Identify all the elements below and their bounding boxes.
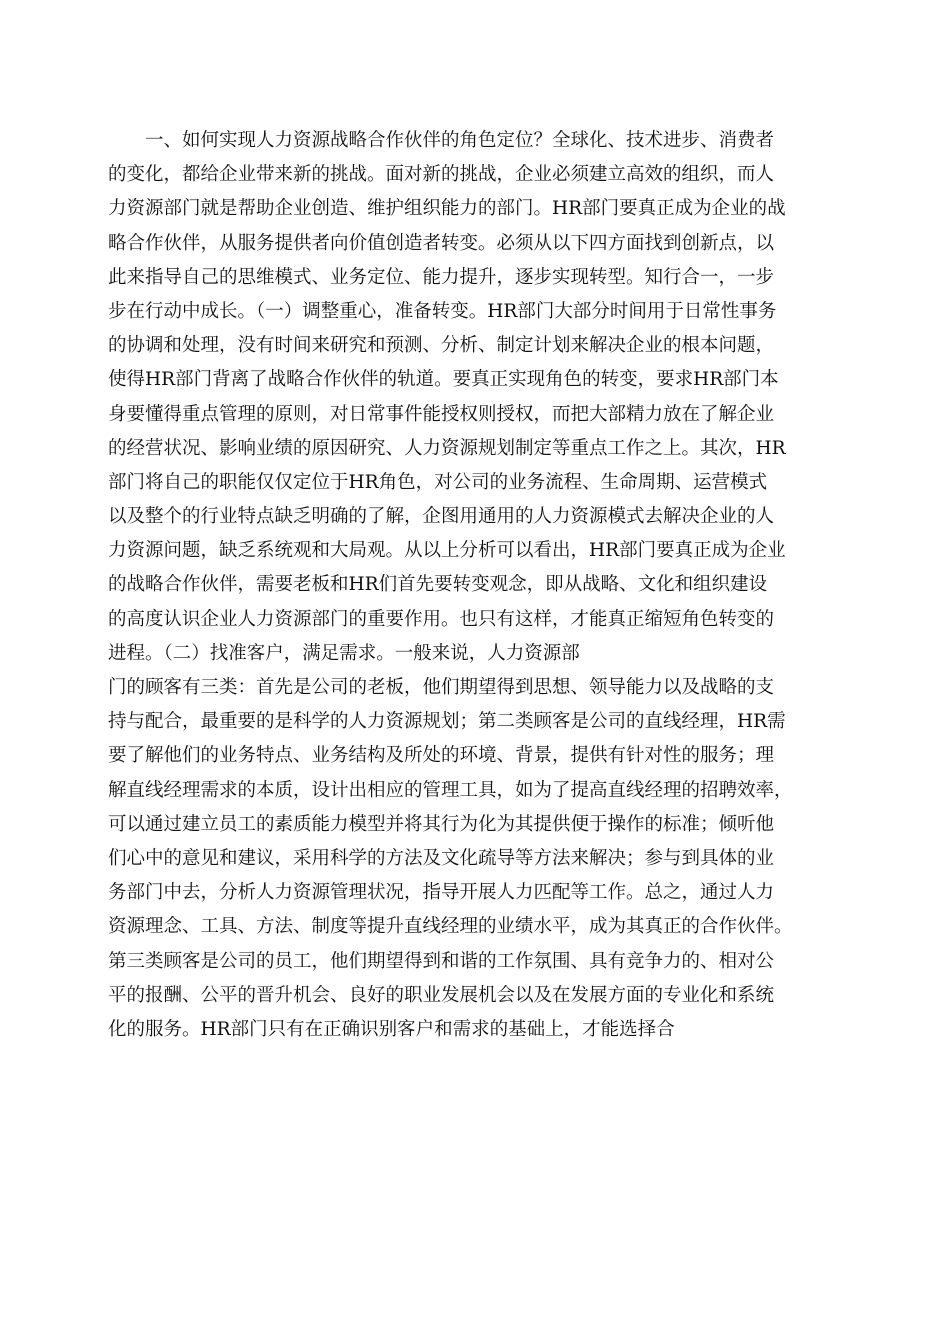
text-line: 的变化，都给企业带来新的挑战。面对新的挑战，企业必须建立高效的组织，而人 [108,164,775,186]
body-text [108,124,848,1047]
text-line: 门的顾客有三类：首先是公司的老板，他们期望得到思想、领导能力以及战略的支 [108,677,775,698]
text-line: 的协调和处理，没有时间来研究和预测、分析、制定计划来解决企业的根本问题， [108,335,775,357]
text-line: 可以通过建立员工的素质能力模型并将其行为化为其提供便于操作的标准；倾听他 [108,813,775,835]
text-line: 化的服务。HR部门只有在正确识别客户和需求的基础上，才能选择合 [108,1018,675,1040]
text-line: 进程。（二）找准客户，满足需求。一般来说，人力资源部 [108,642,580,664]
text-line: 的战略合作伙伴，需要老板和HR们首先要转变观念，即从战略、文化和组织建设 [108,574,768,596]
text-line: 一、如何实现人力资源战略合作伙伴的角色定位？全球化、技术进步、消费者 [108,130,775,151]
text-line: 力资源部门就是帮助企业创造、维护组织能力的部门。HR部门要真正成为企业的战 [108,198,786,220]
text-line: 部门将自己的职能仅仅定位于HR角色，对公司的业务流程、生命周期、运营模式 [108,471,768,493]
text-line: 的高度认识企业人力资源部门的重要作用。也只有这样，才能真正缩短角色转变的 [108,608,775,630]
text-line: 务部门中去，分析人力资源管理状况，指导开展人力匹配等工作。总之，通过人力 [108,882,775,904]
text-line: 身要懂得重点管理的原则，对日常事件能授权则授权，而把大部精力放在了解企业 [108,403,775,425]
text-line: 的经营状况、影响业绩的原因研究、人力资源规划制定等重点工作之上。其次，HR [108,437,786,459]
text-line: 持与配合，最重要的是科学的人力资源规划；第二类顾客是公司的直线经理，HR需 [108,711,786,733]
text-line: 平的报酬、公平的晋升机会、良好的职业发展机会以及在发展方面的专业化和系统 [108,984,775,1006]
text-line: 解直线经理需求的本质，设计出相应的管理工具，如为了提高直线经理的招聘效率， [108,779,793,801]
text-line: 此来指导自己的思维模式、业务定位、能力提升，逐步实现转型。知行合一，一步 [108,266,775,288]
text-line: 使得HR部门背离了战略合作伙伴的轨道。要真正实现角色的转变，要求HR部门本 [108,369,779,391]
text-line: 第三类顾客是公司的员工，他们期望得到和谐的工作氛围、具有竞争力的、相对公 [108,950,775,972]
text-line: 们心中的意见和建议，采用科学的方法及文化疏导等方法来解决；参与到具体的业 [108,847,775,869]
text-line: 力资源问题，缺乏系统观和大局观。从以上分析可以看出，HR部门要真正成为企业 [108,540,786,562]
text-line: 略合作伙伴，从服务提供者向价值创造者转变。必须从以下四方面找到创新点，以 [108,232,775,254]
text-line: 以及整个的行业特点缺乏明确的了解，企图用通用的人力资源模式去解决企业的人 [108,506,775,528]
text-line: 要了解他们的业务特点、业务结构及所处的环境、背景，提供有针对性的服务；理 [108,745,775,767]
text-line: 资源理念、工具、方法、制度等提升直线经理的业绩水平，成为其真正的合作伙伴。 [108,916,793,938]
text-line: 步在行动中成长。（一）调整重心，准备转变。HR部门大部分时间用于日常性事务 [108,300,777,322]
